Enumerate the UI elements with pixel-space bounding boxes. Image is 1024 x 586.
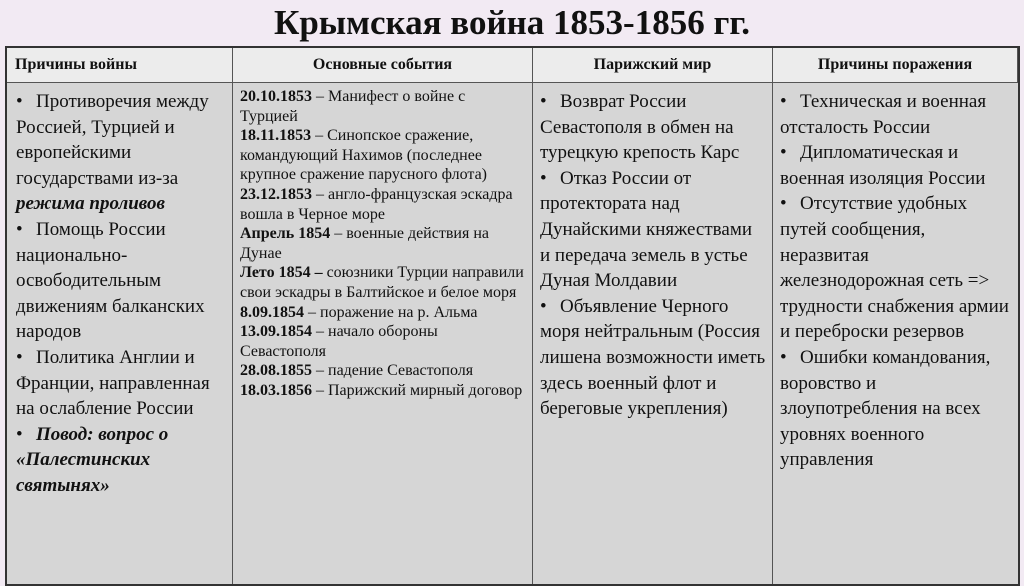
item-text: Возврат России Севастополя в обмен на турецкую крепость Карс	[540, 91, 740, 164]
list-item	[16, 422, 226, 499]
event-item	[240, 381, 526, 401]
bullet: •	[780, 142, 787, 164]
event-item	[240, 322, 526, 361]
list-item	[16, 345, 226, 422]
list-item	[16, 217, 226, 345]
item-text: Дипломатическая и военная изоляция России	[780, 142, 986, 189]
event-item	[240, 303, 526, 323]
event-date: Апрель 1854	[240, 225, 331, 243]
event-text: – Парижский мирный договор	[312, 381, 523, 399]
bullet: •	[540, 167, 547, 189]
slide-title: Крымская война 1853-1856 гг.	[273, 3, 751, 42]
event-item	[240, 87, 526, 126]
causes-cell	[7, 83, 233, 584]
event-text: – начало обороны Севастополя	[240, 323, 438, 360]
event-item	[240, 224, 526, 263]
item-text: Отказ России от протектората над Дунайскими княжествами и передача земель в устье Дуная Молдавии	[540, 167, 753, 292]
paris-peace-cell	[533, 83, 773, 584]
header-defeat-reasons: Причины поражения	[773, 48, 1018, 83]
list-item	[540, 294, 766, 422]
bullet: •	[780, 346, 787, 368]
list-item	[780, 345, 1012, 473]
event-item	[240, 126, 526, 185]
list-item	[540, 89, 766, 166]
event-date: 8.09.1854	[240, 303, 304, 321]
item-text: Отсутствие удобных путей сообщения, неразвитая железнодорожная сеть => трудности снабжения армии и переброски резервов	[780, 193, 1009, 343]
list-item	[780, 191, 1012, 345]
header-paris-peace: Парижский мир	[533, 48, 773, 83]
event-date: 13.09.1854	[240, 323, 312, 341]
bullet: •	[16, 218, 23, 240]
event-text: – военные действия на Дунае	[240, 225, 489, 262]
list-item	[540, 166, 766, 294]
header-causes: Причины войны	[7, 48, 233, 83]
event-date: 28.08.1855	[240, 362, 312, 380]
event-text: – падение Севастополя	[312, 362, 474, 380]
event-item	[240, 263, 526, 302]
defeat-reasons-cell	[773, 83, 1018, 584]
bullet: •	[540, 295, 547, 317]
bullet: •	[16, 346, 23, 368]
event-date: Лето 1854 –	[240, 264, 323, 282]
bullet: •	[780, 91, 787, 112]
event-date: 18.11.1853	[240, 127, 312, 145]
event-text: – Манифест о войне с Турцией	[240, 88, 466, 125]
item-emphasis: режима проливов	[16, 193, 166, 215]
event-item	[240, 361, 526, 381]
crimean-war-table	[5, 46, 1020, 586]
event-text: – поражение на р. Альма	[304, 303, 478, 321]
header-events: Основные события	[233, 48, 533, 83]
bullet: •	[16, 91, 23, 112]
bullet: •	[540, 91, 547, 112]
item-text: Помощь России национально-освободительным движениям балканских народов	[16, 218, 205, 343]
item-text: Политика Англии и Франции, направленная на ослабление России	[16, 346, 210, 420]
event-text: – Синопское сражение, командующий Нахимов (последнее крупное сражение парусного флота)	[240, 127, 487, 184]
item-text: Техническая и военная отсталость России	[780, 91, 987, 138]
events-cell	[233, 83, 533, 584]
event-date: 20.10.1853	[240, 88, 312, 105]
event-text: – англо-французская эскадра вошла в Черное море	[240, 185, 513, 223]
list-item	[780, 140, 1012, 191]
bullet: •	[16, 423, 23, 445]
list-item	[780, 89, 1012, 140]
event-item	[240, 185, 526, 224]
event-text: союзники Турции направили свои эскадры в Балтийское и белое моря	[240, 264, 524, 301]
item-emphasis: Повод: вопрос о «Палестинских святынях»	[16, 423, 169, 496]
event-date: 23.12.1853	[240, 185, 312, 203]
item-text: Ошибки командования, воровство и злоупотребления на всех уровнях военного управления	[780, 346, 991, 471]
item-text: Объявление Черного моря нейтральным (Россия лишена возможности иметь здесь военный флот и береговые укрепления)	[540, 295, 766, 420]
list-item	[16, 89, 226, 217]
item-text: Противоречия между Россией, Турцией и европейскими государствами из-за	[16, 91, 209, 189]
bullet: •	[780, 193, 787, 215]
event-date: 18.03.1856	[240, 381, 312, 399]
